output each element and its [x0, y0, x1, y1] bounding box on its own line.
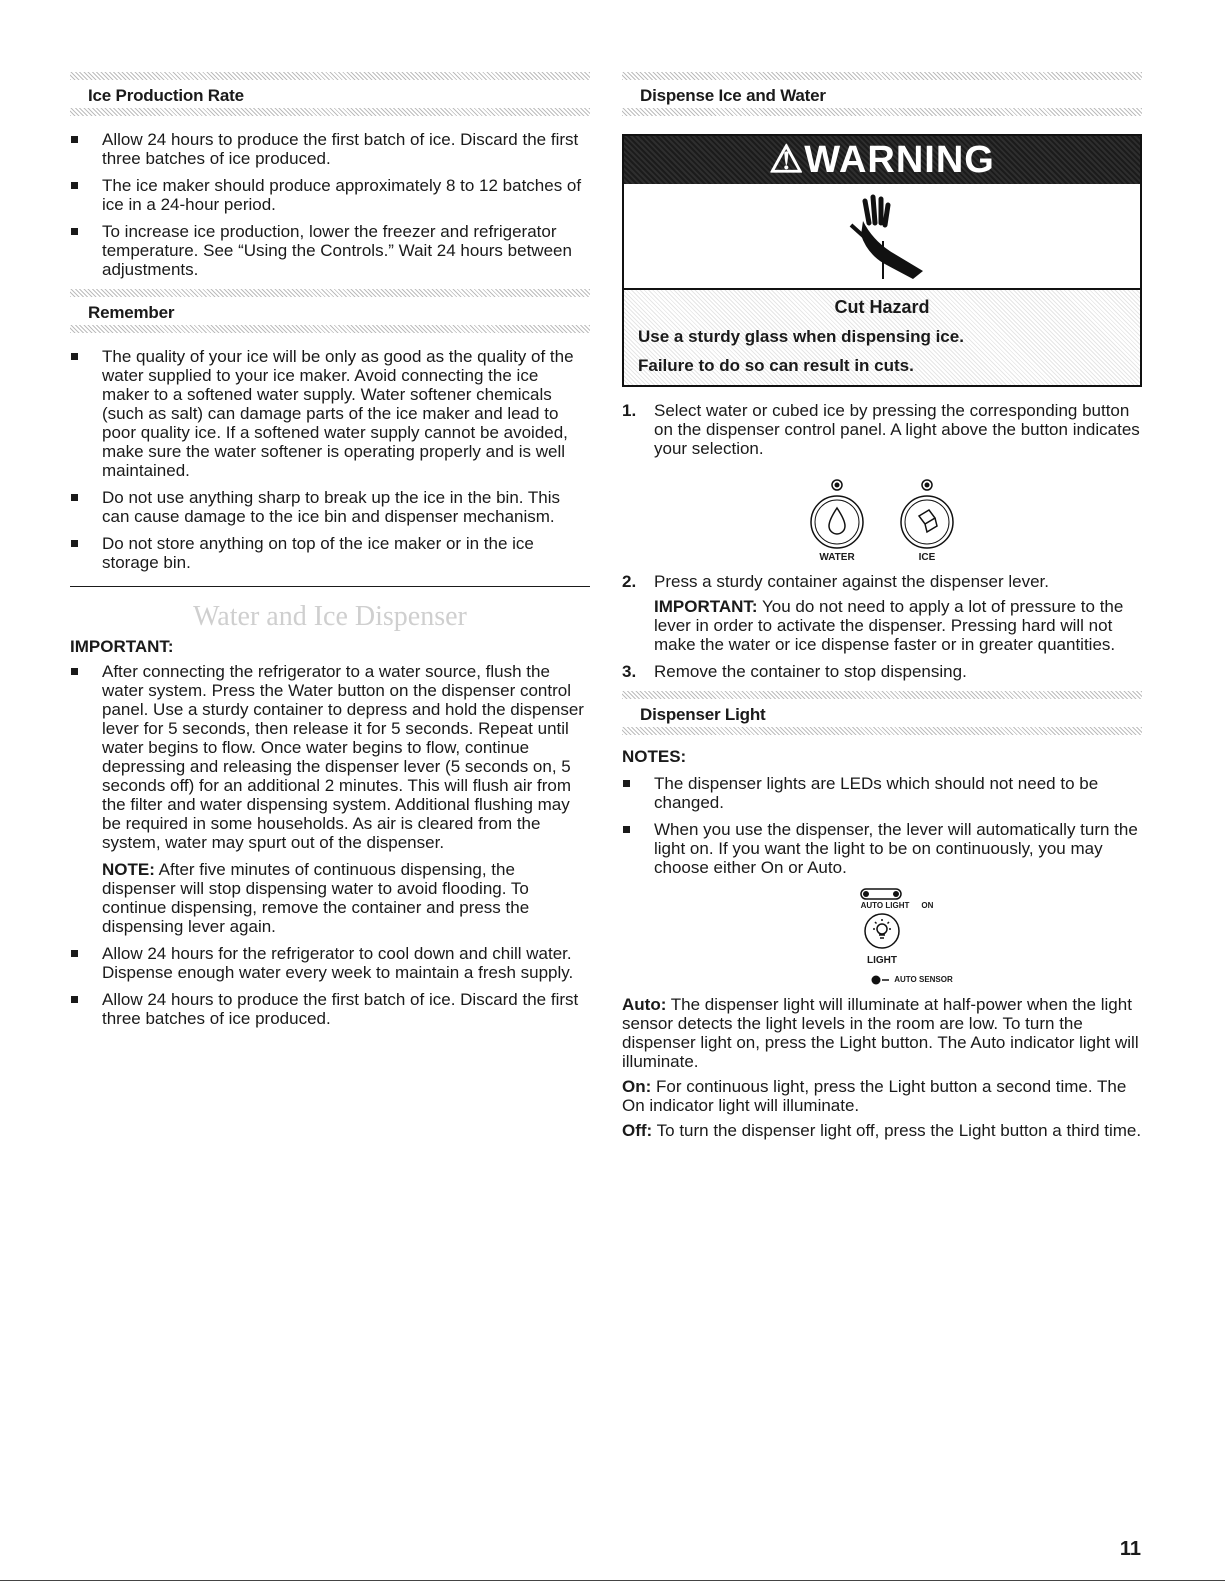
- off-label: Off:: [622, 1121, 653, 1140]
- off-text: To turn the dispenser light off, press the Light button a third time.: [652, 1121, 1142, 1140]
- on-label: ON: [921, 901, 934, 910]
- note-label: NOTE:: [102, 860, 155, 879]
- auto-light-label: AUTO LIGHT: [860, 901, 910, 910]
- header-hatch-top: [70, 289, 590, 297]
- dispenser-buttons-diagram: [622, 478, 1142, 564]
- ice-rate-list: [70, 130, 590, 279]
- on-label: On:: [622, 1077, 652, 1096]
- notes-label: NOTES:: [622, 747, 687, 766]
- list-item: The ice maker should produce approximately 8 to 12 batches of ice in a 24-hour period.: [70, 176, 590, 214]
- remember-header: [70, 289, 590, 333]
- warning-box: [622, 134, 1142, 387]
- sensor-dot-icon: [871, 975, 891, 985]
- section-title: Remember: [88, 303, 175, 322]
- dispense-header: [622, 72, 1142, 116]
- auto-text: The dispenser light will illuminate at half-power when the light sensor detects the light levels in the room are low. To turn the dispenser light on, press the Light button. The Auto indicator light will illuminate.: [622, 995, 1139, 1071]
- header-hatch-top: [622, 691, 1142, 699]
- important-label: IMPORTANT:: [654, 597, 758, 616]
- ice-production-rate-header: [70, 72, 590, 116]
- list-item: Allow 24 hours to produce the first batch of ice. Discard the first three batches of ice produced.: [70, 130, 590, 168]
- auto-description: [622, 995, 1142, 1071]
- step-number: 3.: [622, 662, 637, 681]
- dispenser-heading: Water and Ice Dispenser: [193, 601, 467, 632]
- section-divider: [70, 586, 590, 587]
- auto-label: Auto:: [622, 995, 667, 1014]
- step-3: [622, 662, 1142, 681]
- list-item: Allow 24 hours to produce the first batch of ice. Discard the first three batches of ice produced.: [70, 990, 590, 1028]
- list-item: [70, 662, 590, 936]
- dispenser-light-header: [622, 691, 1142, 735]
- list-item: Do not store anything on top of the ice maker or in the ice storage bin.: [70, 534, 590, 572]
- list-item: To increase ice production, lower the freezer and refrigerator temperature. See “Using the Controls.” Wait 24 hours between adjustments.: [70, 222, 590, 279]
- section-title: Dispense Ice and Water: [640, 86, 826, 105]
- step-number: 2.: [622, 572, 637, 591]
- list-item: The dispenser lights are LEDs which should not need to be changed.: [622, 774, 1142, 812]
- ice-cube-icon: [897, 478, 957, 550]
- dispenser-list: [70, 662, 590, 1028]
- on-text: For continuous light, press the Light button a second time. The On indicator light will illuminate.: [622, 1077, 1127, 1115]
- light-label: LIGHT: [867, 955, 897, 966]
- water-drop-icon: [807, 478, 867, 550]
- dispense-steps-continued: [622, 572, 1142, 681]
- header-hatch-bottom: [70, 325, 590, 333]
- note-text: After five minutes of continuous dispensing, the dispenser will stop dispensing water to avoid flooding. To continue dispensing, remove the container and press the dispensing lever again.: [102, 860, 530, 936]
- warning-line-1: Use a sturdy glass when dispensing ice.: [638, 327, 964, 346]
- ice-label: ICE: [918, 552, 936, 563]
- list-item: When you use the dispenser, the lever will automatically turn the light on. If you want the light to be on continuously, you may choose either On or Auto.: [622, 820, 1142, 877]
- header-hatch-bottom: [70, 108, 590, 116]
- light-button-diagram: [622, 887, 1142, 985]
- warning-icon-area: [624, 184, 1140, 290]
- step-2-important: [654, 597, 1142, 654]
- warning-line-2: Failure to do so can result in cuts.: [638, 356, 914, 375]
- hazard-title: Cut Hazard: [834, 297, 930, 317]
- on-description: [622, 1077, 1142, 1115]
- list-item: Do not use anything sharp to break up the ice in the bin. This can cause damage to the ice bin and dispenser mechanism.: [70, 488, 590, 526]
- section-title: Ice Production Rate: [88, 86, 244, 105]
- dispense-steps: [622, 401, 1142, 458]
- ice-button: [892, 478, 962, 564]
- list-item: The quality of your ice will be only as good as the quality of the water supplied to your ice maker. Avoid connecting the ice maker to a softened water supply. Water softener chemicals (such as salt) can damage parts of the ice maker and lead to poor quality ice. If a softened water supply cannot be avoided, make sure the water softener is operating properly and is well maintained.: [70, 347, 590, 480]
- flush-instructions: After connecting the refrigerator to a water source, flush the water system. Press the Water button on the dispenser control panel. Use a sturdy container to depress and hold the dispenser lever for 5 seconds, then release it for 5 seconds. Repeat until water begins to flow. Once water begins to flow, continue depressing and releasing the dispenser lever (5 seconds on, 5 seconds off) for an additional 2 minutes. This will flush air from the filter and water dispensing system. Additional flushing may be required in some households. As air is cleared from the system, water may spurt out of the dispenser.: [102, 662, 584, 852]
- warning-text: [624, 290, 1140, 385]
- step-number: 1.: [622, 401, 637, 420]
- cut-hand-icon: [827, 191, 937, 281]
- step-text: Select water or cubed ice by pressing the corresponding button on the dispenser control panel. A light above the button indicates your selection.: [654, 401, 1140, 458]
- water-button: [802, 478, 872, 564]
- right-column: [622, 72, 1142, 1140]
- light-notes-list: [622, 774, 1142, 877]
- page-bottom-rule: [0, 1580, 1225, 1581]
- light-bulb-icon: [862, 911, 902, 951]
- auto-sensor: [871, 975, 953, 985]
- important-text: You do not need to apply a lot of pressure to the lever in order to activate the dispenser. Pressing hard will not make the water or ice dispense faster or in greater quantities.: [654, 597, 1124, 654]
- warning-banner: ⚠WARNING: [624, 136, 1140, 184]
- water-label: WATER: [819, 552, 855, 563]
- remember-list: [70, 347, 590, 572]
- auto-sensor-label: AUTO SENSOR: [894, 975, 953, 984]
- header-hatch-top: [622, 72, 1142, 80]
- step-text: Remove the container to stop dispensing.: [654, 662, 967, 681]
- step-1: [622, 401, 1142, 458]
- header-hatch-bottom: [622, 108, 1142, 116]
- header-hatch-top: [70, 72, 590, 80]
- light-mode-labels: [861, 901, 934, 911]
- page-number: 11: [1119, 1538, 1141, 1560]
- step-text: Press a sturdy container against the dispenser lever.: [654, 572, 1049, 591]
- step-2: [622, 572, 1142, 654]
- off-description: [622, 1121, 1142, 1140]
- dispenser-note: [102, 860, 590, 936]
- section-title: Dispenser Light: [640, 705, 766, 724]
- list-item: Allow 24 hours for the refrigerator to cool down and chill water. Dispense enough water every week to maintain a fresh supply.: [70, 944, 590, 982]
- header-hatch-bottom: [622, 727, 1142, 735]
- left-column: [70, 72, 590, 1036]
- important-label: IMPORTANT:: [70, 637, 174, 656]
- indicator-track-icon: [847, 887, 917, 901]
